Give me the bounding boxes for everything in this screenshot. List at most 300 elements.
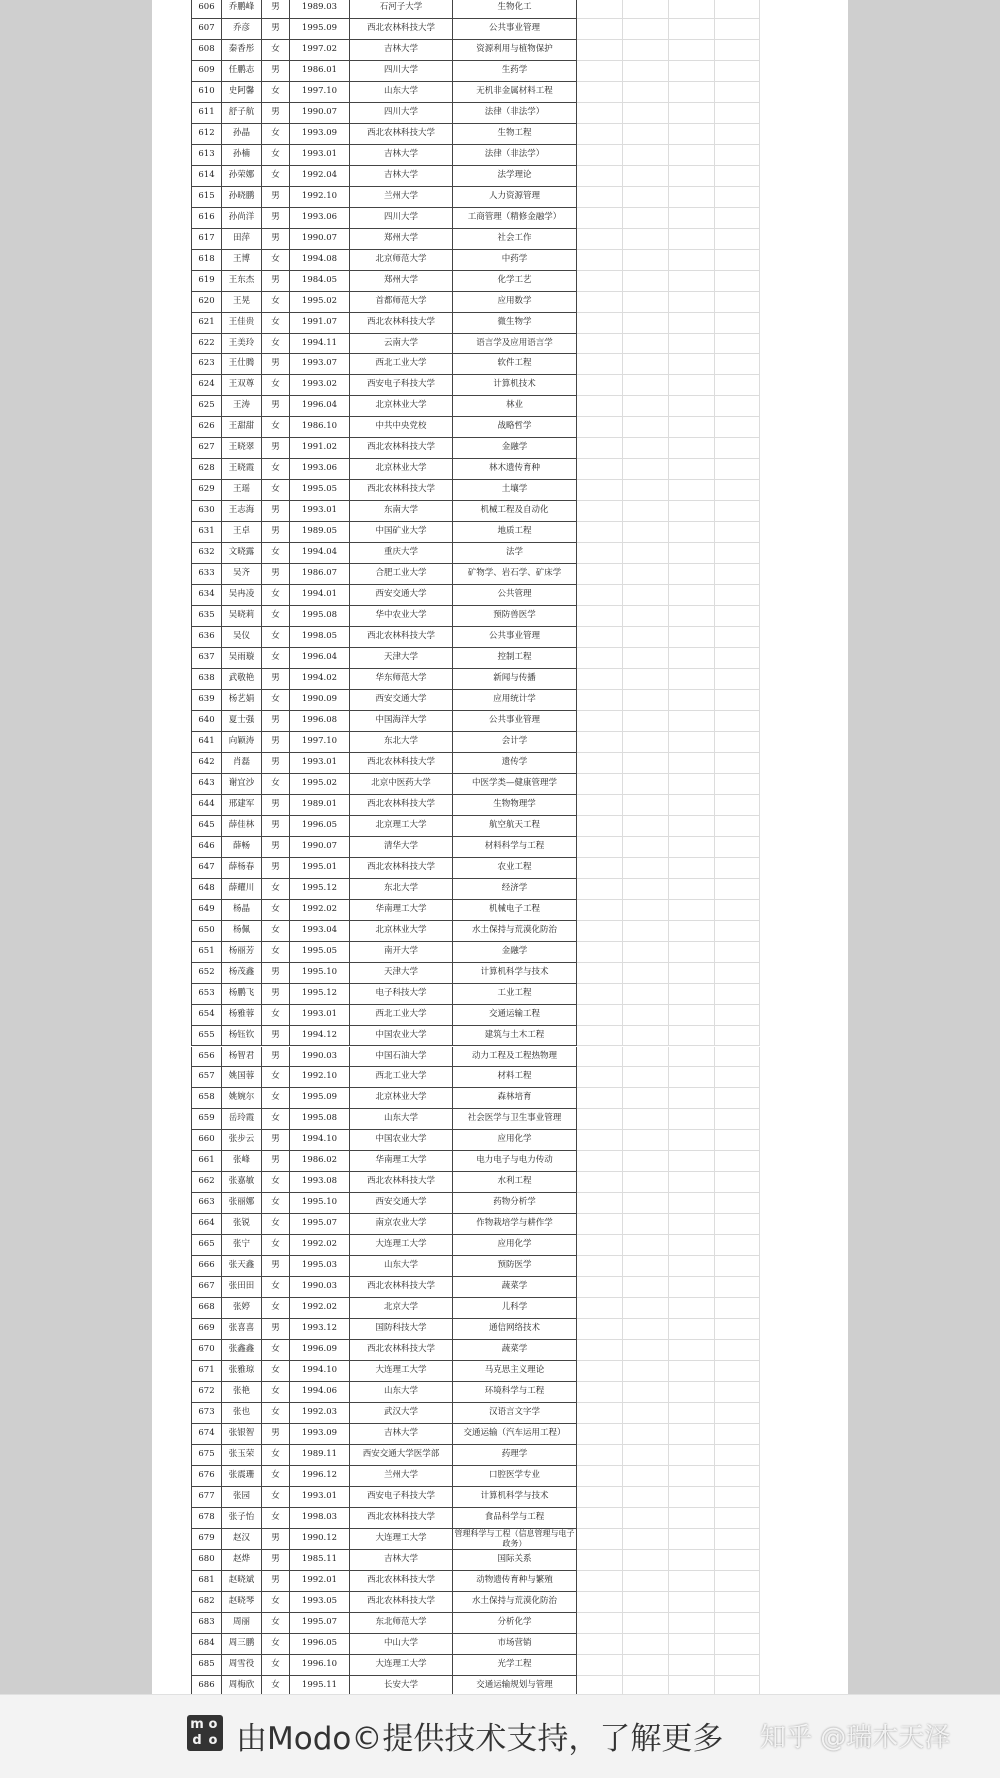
- cell-name: 文晓露: [222, 543, 262, 564]
- cell-birth-date: 1986.07: [290, 564, 350, 585]
- cell-name: 张也: [222, 1403, 262, 1424]
- cell-name: 王晃: [222, 292, 262, 313]
- cell-empty: [577, 690, 623, 711]
- cell-major: 生物物理学: [453, 795, 577, 816]
- cell-major: 分析化学: [453, 1613, 577, 1634]
- cell-empty: [577, 816, 623, 837]
- cell-empty: [577, 1550, 623, 1571]
- cell-name: 张艳: [222, 1382, 262, 1403]
- cell-empty: [623, 1109, 669, 1130]
- cell-birth-date: 1994.06: [290, 1382, 350, 1403]
- cell-university: 西安交通大学医学部: [350, 1445, 453, 1466]
- cell-empty: [669, 543, 715, 564]
- cell-university: 南京农业大学: [350, 1214, 453, 1235]
- cell-empty: [669, 1529, 715, 1550]
- cell-university: 华南理工大学: [350, 1151, 453, 1172]
- table-row: [152, 334, 760, 354]
- table-row: [152, 145, 760, 165]
- cell-empty: [577, 229, 623, 250]
- cell-university: 西北农林科技大学: [350, 480, 453, 501]
- cell-empty: [623, 1403, 669, 1424]
- cell-university: 北京理工大学: [350, 816, 453, 837]
- cell-row-number: 617: [191, 229, 222, 250]
- cell-row-number: 666: [191, 1256, 222, 1277]
- cell-name: 谢宜沙: [222, 774, 262, 795]
- cell-empty: [623, 124, 669, 145]
- cell-birth-date: 1993.01: [290, 1005, 350, 1026]
- cell-major: 计算机科学与技术: [453, 963, 577, 984]
- cell-row-number: 681: [191, 1571, 222, 1592]
- cell-gender: 女: [262, 606, 290, 627]
- cell-empty: [715, 124, 760, 145]
- cell-empty: [577, 187, 623, 208]
- cell-row-number: 625: [191, 396, 222, 417]
- cell-empty: [715, 963, 760, 984]
- cell-empty: [715, 1026, 760, 1047]
- cell-major: 蔬菜学: [453, 1277, 577, 1298]
- cell-empty: [669, 1340, 715, 1361]
- cell-gender: 男: [262, 1151, 290, 1172]
- cell-empty: [577, 774, 623, 795]
- cell-empty: [623, 145, 669, 166]
- cell-empty: [623, 564, 669, 585]
- cell-empty: [623, 690, 669, 711]
- cell-empty: [577, 271, 623, 292]
- cell-empty: [669, 334, 715, 355]
- cell-empty: [715, 1088, 760, 1109]
- cell-name: 杨晶: [222, 900, 262, 921]
- cell-empty: [623, 1382, 669, 1403]
- cell-row-number: 678: [191, 1508, 222, 1529]
- cell-row-number: 667: [191, 1277, 222, 1298]
- cell-empty: [623, 1571, 669, 1592]
- cell-birth-date: 1992.02: [290, 1235, 350, 1256]
- cell-university: 西北农林科技大学: [350, 753, 453, 774]
- table-row: [152, 1193, 760, 1213]
- cell-major: 蔬菜学: [453, 1340, 577, 1361]
- cell-empty: [577, 1403, 623, 1424]
- cell-major: 应用数学: [453, 292, 577, 313]
- table-row: [152, 585, 760, 605]
- cell-major: 环境科学与工程: [453, 1382, 577, 1403]
- cell-university: 东北大学: [350, 732, 453, 753]
- cell-major: 工业工程: [453, 984, 577, 1005]
- cell-empty: [623, 900, 669, 921]
- cell-university: 大连理工大学: [350, 1361, 453, 1382]
- cell-gender: 男: [262, 0, 290, 19]
- table-row: [152, 375, 760, 395]
- cell-name: 张玉荣: [222, 1445, 262, 1466]
- cell-name: 赵汉: [222, 1529, 262, 1550]
- cell-name: 周三鹏: [222, 1634, 262, 1655]
- cell-row-number: 612: [191, 124, 222, 145]
- cell-row-number: 632: [191, 543, 222, 564]
- cell-gender: 女: [262, 82, 290, 103]
- cell-empty: [623, 543, 669, 564]
- cell-row-number: 655: [191, 1026, 222, 1047]
- cell-university: 西北农林科技大学: [350, 795, 453, 816]
- cell-gender: 女: [262, 1382, 290, 1403]
- cell-empty: [669, 648, 715, 669]
- cell-gender: 男: [262, 1047, 290, 1068]
- table-row: [152, 1047, 760, 1067]
- cell-university: 西北农林科技大学: [350, 1508, 453, 1529]
- cell-gender: 女: [262, 124, 290, 145]
- cell-name: 王博: [222, 250, 262, 271]
- cell-empty: [715, 145, 760, 166]
- cell-empty: [623, 1319, 669, 1340]
- cell-empty: [669, 0, 715, 19]
- cell-row-number: 611: [191, 103, 222, 124]
- cell-empty: [577, 438, 623, 459]
- table-row: [152, 1424, 760, 1444]
- cell-empty: [577, 1298, 623, 1319]
- cell-empty: [715, 774, 760, 795]
- cell-empty: [577, 648, 623, 669]
- cell-empty: [623, 229, 669, 250]
- cell-university: 西北农林科技大学: [350, 1571, 453, 1592]
- cell-empty: [577, 354, 623, 375]
- cell-major: 应用化学: [453, 1235, 577, 1256]
- cell-empty: [623, 1256, 669, 1277]
- table-row: [152, 606, 760, 626]
- cell-gender: 女: [262, 921, 290, 942]
- cell-name: 任鹏志: [222, 61, 262, 82]
- cell-birth-date: 1995.10: [290, 963, 350, 984]
- cell-empty: [715, 1592, 760, 1613]
- cell-university: 西北工业大学: [350, 1067, 453, 1088]
- cell-empty: [715, 795, 760, 816]
- cell-row-number: 607: [191, 19, 222, 40]
- cell-university: 兰州大学: [350, 1466, 453, 1487]
- cell-university: 山东大学: [350, 1382, 453, 1403]
- table-row: [152, 984, 760, 1004]
- cell-row-number: 631: [191, 522, 222, 543]
- footer-support-text[interactable]: 由Modo©提供技术支持，了解更多: [236, 1721, 724, 1757]
- cell-empty: [715, 1529, 760, 1550]
- cell-empty: [715, 522, 760, 543]
- cell-name: 王仕腾: [222, 354, 262, 375]
- cell-row-number: 606: [191, 0, 222, 19]
- cell-empty: [623, 438, 669, 459]
- cell-empty: [577, 921, 623, 942]
- cell-empty: [623, 921, 669, 942]
- cell-university: 山东大学: [350, 1109, 453, 1130]
- cell-name: 王美玲: [222, 334, 262, 355]
- cell-major: 人力资源管理: [453, 187, 577, 208]
- table-row: [152, 166, 760, 186]
- cell-name: 周丽: [222, 1613, 262, 1634]
- cell-empty: [669, 795, 715, 816]
- cell-gender: 女: [262, 900, 290, 921]
- cell-empty: [669, 480, 715, 501]
- cell-university: 西北农林科技大学: [350, 124, 453, 145]
- cell-name: 张嘉敏: [222, 1172, 262, 1193]
- cell-empty: [577, 334, 623, 355]
- cell-empty: [577, 711, 623, 732]
- cell-university: 东北大学: [350, 879, 453, 900]
- cell-birth-date: 1992.03: [290, 1403, 350, 1424]
- cell-name: 张锐: [222, 1214, 262, 1235]
- cell-birth-date: 1993.01: [290, 501, 350, 522]
- cell-empty: [623, 627, 669, 648]
- cell-major: 法律（非法学）: [453, 145, 577, 166]
- cell-row-number: 647: [191, 858, 222, 879]
- modo-footer-banner[interactable]: [0, 1694, 1000, 1778]
- cell-empty: [623, 1445, 669, 1466]
- cell-empty: [715, 1214, 760, 1235]
- cell-birth-date: 1994.12: [290, 1026, 350, 1047]
- cell-university: 郑州大学: [350, 229, 453, 250]
- cell-empty: [715, 1676, 760, 1694]
- cell-gender: 女: [262, 1298, 290, 1319]
- cell-empty: [715, 187, 760, 208]
- cell-empty: [715, 1298, 760, 1319]
- cell-name: 张震珊: [222, 1466, 262, 1487]
- cell-empty: [623, 1005, 669, 1026]
- table-row: [152, 1445, 760, 1465]
- cell-major: 经济学: [453, 879, 577, 900]
- cell-empty: [669, 187, 715, 208]
- cell-row-number: 640: [191, 711, 222, 732]
- cell-name: 张银智: [222, 1424, 262, 1445]
- cell-birth-date: 1995.03: [290, 1256, 350, 1277]
- cell-university: 四川大学: [350, 103, 453, 124]
- cell-row-number: 665: [191, 1235, 222, 1256]
- cell-major: 化学工艺: [453, 271, 577, 292]
- modo-logo-letter: o: [208, 1717, 218, 1732]
- cell-university: 北京林业大学: [350, 459, 453, 480]
- cell-empty: [623, 1214, 669, 1235]
- table-row: [152, 1655, 760, 1675]
- cell-empty: [715, 1424, 760, 1445]
- modo-logo: [187, 1715, 223, 1751]
- cell-empty: [623, 166, 669, 187]
- cell-university: 天津大学: [350, 648, 453, 669]
- cell-empty: [669, 942, 715, 963]
- cell-major: 国际关系: [453, 1550, 577, 1571]
- cell-empty: [577, 1130, 623, 1151]
- cell-birth-date: 1994.08: [290, 250, 350, 271]
- cell-empty: [669, 921, 715, 942]
- cell-name: 向颖涛: [222, 732, 262, 753]
- cell-name: 杨钰钦: [222, 1026, 262, 1047]
- cell-birth-date: 1996.09: [290, 1340, 350, 1361]
- cell-major: 儿科学: [453, 1298, 577, 1319]
- cell-major: 社会医学与卫生事业管理: [453, 1109, 577, 1130]
- cell-empty: [715, 648, 760, 669]
- table-row: [152, 61, 760, 81]
- cell-empty: [715, 816, 760, 837]
- cell-row-number: 652: [191, 963, 222, 984]
- cell-birth-date: 1993.09: [290, 1424, 350, 1445]
- cell-empty: [577, 1361, 623, 1382]
- cell-name: 张鑫鑫: [222, 1340, 262, 1361]
- cell-empty: [623, 1340, 669, 1361]
- cell-empty: [715, 417, 760, 438]
- cell-empty: [669, 1047, 715, 1068]
- cell-birth-date: 1990.03: [290, 1277, 350, 1298]
- cell-row-number: 615: [191, 187, 222, 208]
- cell-empty: [623, 585, 669, 606]
- cell-empty: [669, 1466, 715, 1487]
- cell-empty: [669, 1319, 715, 1340]
- cell-empty: [669, 564, 715, 585]
- cell-name: 张峰: [222, 1151, 262, 1172]
- cell-gender: 女: [262, 879, 290, 900]
- table-row: [152, 837, 760, 857]
- cell-empty: [577, 1235, 623, 1256]
- cell-row-number: 609: [191, 61, 222, 82]
- table-row: [152, 271, 760, 291]
- cell-empty: [669, 774, 715, 795]
- cell-empty: [715, 1466, 760, 1487]
- cell-empty: [669, 396, 715, 417]
- cell-university: 郑州大学: [350, 271, 453, 292]
- cell-birth-date: 1998.05: [290, 627, 350, 648]
- cell-empty: [577, 375, 623, 396]
- cell-major: 市场营销: [453, 1634, 577, 1655]
- cell-empty: [669, 208, 715, 229]
- cell-empty: [715, 292, 760, 313]
- cell-row-number: 623: [191, 354, 222, 375]
- cell-empty: [715, 1445, 760, 1466]
- table-row: [152, 354, 760, 374]
- cell-gender: 女: [262, 1613, 290, 1634]
- cell-empty: [623, 1067, 669, 1088]
- cell-gender: 女: [262, 375, 290, 396]
- cell-university: 西北农林科技大学: [350, 19, 453, 40]
- zhihu-watermark: 知乎 @瑞木天泽: [760, 1723, 951, 1753]
- cell-row-number: 608: [191, 40, 222, 61]
- cell-university: 东南大学: [350, 501, 453, 522]
- cell-name: 王卓: [222, 522, 262, 543]
- cell-gender: 男: [262, 501, 290, 522]
- cell-empty: [669, 879, 715, 900]
- cell-name: 张田田: [222, 1277, 262, 1298]
- table-row: [152, 229, 760, 249]
- cell-empty: [577, 564, 623, 585]
- cell-row-number: 677: [191, 1487, 222, 1508]
- cell-gender: 男: [262, 564, 290, 585]
- cell-major: 通信网络技术: [453, 1319, 577, 1340]
- cell-birth-date: 1989.03: [290, 0, 350, 19]
- modo-logo-letter: m: [190, 1717, 204, 1732]
- cell-birth-date: 1993.01: [290, 1487, 350, 1508]
- cell-row-number: 657: [191, 1067, 222, 1088]
- cell-empty: [623, 375, 669, 396]
- cell-empty: [715, 1508, 760, 1529]
- cell-empty: [577, 963, 623, 984]
- cell-name: 王东杰: [222, 271, 262, 292]
- cell-row-number: 614: [191, 166, 222, 187]
- cell-row-number: 613: [191, 145, 222, 166]
- cell-university: 吉林大学: [350, 40, 453, 61]
- cell-empty: [623, 984, 669, 1005]
- cell-empty: [715, 690, 760, 711]
- cell-row-number: 675: [191, 1445, 222, 1466]
- cell-empty: [623, 879, 669, 900]
- cell-empty: [623, 19, 669, 40]
- table-row: [152, 1382, 760, 1402]
- cell-gender: 男: [262, 522, 290, 543]
- table-row: [152, 1571, 760, 1591]
- cell-birth-date: 1993.12: [290, 1319, 350, 1340]
- cell-major: 会计学: [453, 732, 577, 753]
- table-row: [152, 501, 760, 521]
- cell-name: 孙尚洋: [222, 208, 262, 229]
- cell-row-number: 658: [191, 1088, 222, 1109]
- cell-university: 西安电子科技大学: [350, 375, 453, 396]
- cell-university: 北京林业大学: [350, 396, 453, 417]
- cell-gender: 女: [262, 1403, 290, 1424]
- cell-gender: 女: [262, 166, 290, 187]
- cell-university: 四川大学: [350, 208, 453, 229]
- cell-gender: 女: [262, 1214, 290, 1235]
- cell-university: 西北农林科技大学: [350, 627, 453, 648]
- cell-empty: [669, 837, 715, 858]
- cell-gender: 男: [262, 438, 290, 459]
- cell-empty: [669, 1550, 715, 1571]
- cell-major: 交通运输工程: [453, 1005, 577, 1026]
- cell-university: 中山大学: [350, 1634, 453, 1655]
- cell-empty: [623, 942, 669, 963]
- cell-empty: [577, 1109, 623, 1130]
- cell-empty: [577, 753, 623, 774]
- cell-gender: 女: [262, 942, 290, 963]
- cell-row-number: 634: [191, 585, 222, 606]
- cell-empty: [715, 1067, 760, 1088]
- table-row: [152, 543, 760, 563]
- cell-empty: [623, 1466, 669, 1487]
- cell-birth-date: 1997.02: [290, 40, 350, 61]
- table-row: [152, 1340, 760, 1360]
- cell-birth-date: 1990.03: [290, 1047, 350, 1068]
- cell-empty: [623, 1592, 669, 1613]
- cell-row-number: 649: [191, 900, 222, 921]
- cell-empty: [715, 1277, 760, 1298]
- table-row: [152, 795, 760, 815]
- cell-empty: [669, 711, 715, 732]
- cell-empty: [577, 732, 623, 753]
- table-row: [152, 1235, 760, 1255]
- cell-major: 工商管理（精修金融学）: [453, 208, 577, 229]
- cell-birth-date: 1996.05: [290, 1634, 350, 1655]
- cell-empty: [577, 166, 623, 187]
- cell-gender: 女: [262, 1277, 290, 1298]
- cell-empty: [715, 1319, 760, 1340]
- cell-empty: [669, 858, 715, 879]
- cell-row-number: 664: [191, 1214, 222, 1235]
- cell-gender: 女: [262, 1005, 290, 1026]
- table-row: [152, 1005, 760, 1025]
- cell-major: 航空航天工程: [453, 816, 577, 837]
- cell-gender: 女: [262, 543, 290, 564]
- cell-empty: [623, 753, 669, 774]
- cell-empty: [669, 1655, 715, 1676]
- cell-empty: [623, 396, 669, 417]
- cell-major: 社会工作: [453, 229, 577, 250]
- cell-empty: [577, 627, 623, 648]
- cell-empty: [669, 669, 715, 690]
- cell-gender: 男: [262, 1571, 290, 1592]
- cell-university: 西北工业大学: [350, 354, 453, 375]
- cell-row-number: 622: [191, 334, 222, 355]
- cell-birth-date: 1995.05: [290, 942, 350, 963]
- cell-major: 生物工程: [453, 124, 577, 145]
- cell-empty: [577, 858, 623, 879]
- cell-university: 国防科技大学: [350, 1319, 453, 1340]
